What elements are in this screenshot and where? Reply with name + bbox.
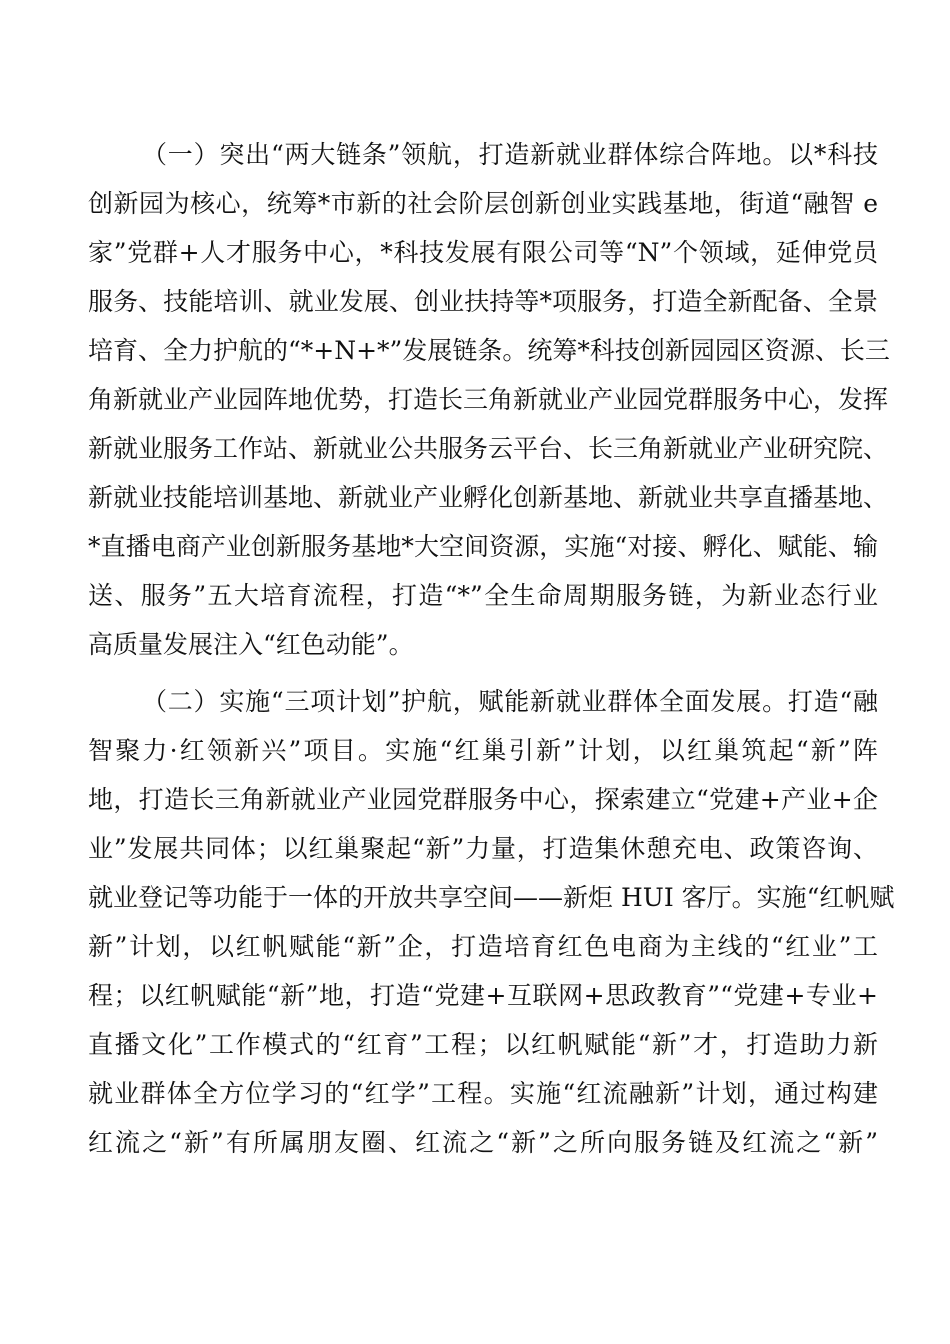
text-line: 创新园为核心，统筹*市新的社会阶层创新创业实践基地，街道“融智 e [88,189,878,218]
text-line: 高质量发展注入“红色动能”。 [88,630,414,659]
text-line: 地，打造长三角新就业产业园党群服务中心，探索建立“党建+产业+企 [88,785,878,814]
text-line: （二）实施“三项计划”护航，赋能新就业群体全面发展。打造“融 [142,687,878,716]
text-line: 家”党群+人才服务中心，*科技发展有限公司等“N”个领域，延伸党员 [88,238,878,267]
text-line: 就业群体全方位学习的“红学”工程。实施“红流融新”计划，通过构建 [88,1079,878,1108]
text-line: 直播文化”工作模式的“红育”工程；以红帆赋能“新”才，打造助力新 [88,1030,878,1059]
text-line: 红流之“新”有所属朋友圈、红流之“新”之所向服务链及红流之“新” [88,1128,878,1157]
paragraph-two-chains [88,130,890,669]
text-line: 就业登记等功能于一体的开放共享空间——新炬 HUI 客厅。实施“红帆赋 [88,883,895,912]
text-line: 新就业技能培训基地、新就业产业孵化创新基地、新就业共享直播基地、 [88,483,889,512]
text-line: 角新就业产业园阵地优势，打造长三角新就业产业园党群服务中心，发挥 [88,385,889,414]
text-line: 智聚力·红领新兴”项目。实施“红巢引新”计划，以红巢筑起“新”阵 [88,736,878,765]
text-line: 新就业服务工作站、新就业公共服务云平台、长三角新就业产业研究院、 [88,434,889,463]
paragraph-three-plans [88,677,895,1167]
text-line: 服务、技能培训、就业发展、创业扶持等*项服务，打造全新配备、全景 [88,287,878,316]
text-line: （一）突出“两大链条”领航，打造新就业群体综合阵地。以*科技 [142,140,878,169]
text-line: 送、服务”五大培育流程，打造“*”全生命周期服务链，为新业态行业 [88,581,878,610]
text-line: 程；以红帆赋能“新”地，打造“党建+互联网+思政教育”“党建+专业+ [88,981,878,1010]
text-line: 业”发展共同体；以红巢聚起“新”力量，打造集休憩充电、政策咨询、 [88,834,878,863]
text-line: 培育、全力护航的“*+N+*”发展链条。统筹*科技创新园园区资源、长三 [88,336,890,365]
text-line: 新”计划，以红帆赋能“新”企，打造培育红色电商为主线的“红业”工 [88,932,878,961]
text-line: *直播电商产业创新服务基地*大空间资源，实施“对接、孵化、赋能、输 [88,532,878,561]
